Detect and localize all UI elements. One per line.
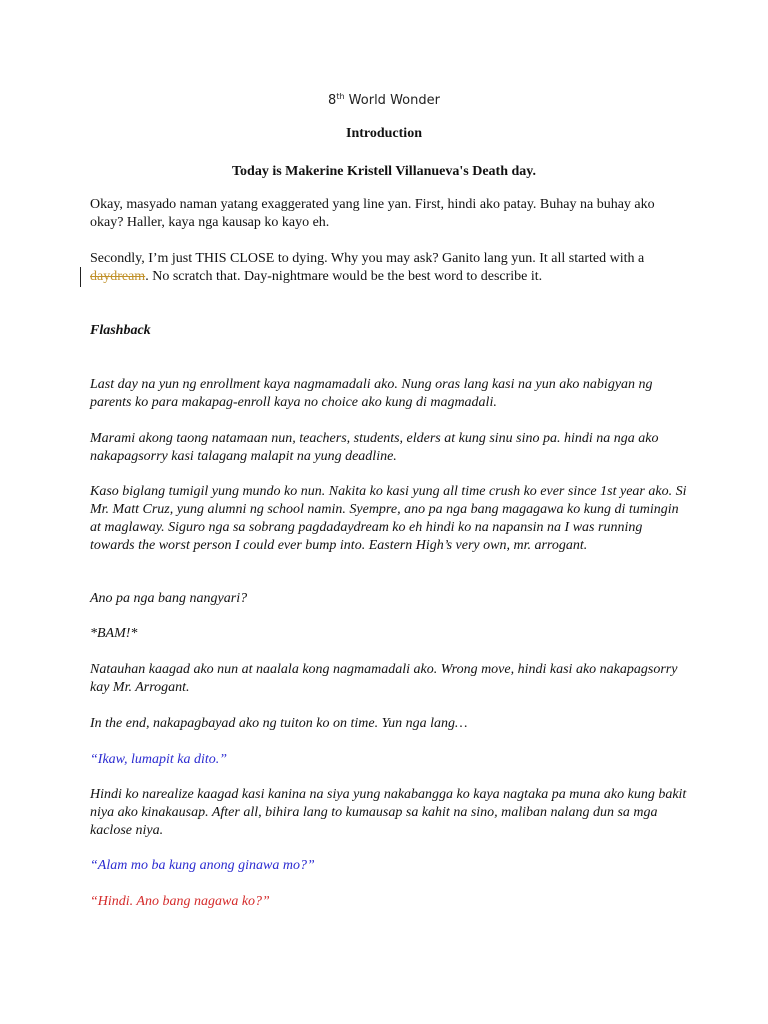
paragraph-5: Kaso biglang tumigil yung mundo ko nun. Nakita ko kasi yung all time crush ko ever since 1st year ako. Si Mr. Matt Cruz, yung alumni ng school namin. Syempre, ano pa nga bang magagawa ko kung di tumingin at maglaway. Siguro nga sa sobrang pagdadaydream ko eh hindi ko na napansin na I was running towards the worst person I could ever bump into. Eastern High’s very own, mr. arrogant. xyxy=(90,484,687,553)
flashback-heading: Flashback xyxy=(90,323,151,338)
paragraph-9: In the end, nakapagbayad ako ng tuiton ko on time. Yun nga lang… xyxy=(90,716,468,731)
paragraph-3: Last day na yun ng enrollment kaya nagmamadali ako. Nung oras lang kasi na yun ako nabigyan ng parents ko para makapag-enroll kaya no choice ako kung di magmadali. xyxy=(90,377,653,410)
paragraph-2 xyxy=(90,250,690,286)
dialogue-line-3: “Hindi. Ano bang nagawa ko?” xyxy=(90,894,270,909)
introduction-heading: Introduction xyxy=(346,126,422,141)
text-cursor-marker xyxy=(80,267,81,287)
dialogue-line-1: “Ikaw, lumapit ka dito.” xyxy=(90,752,228,767)
paragraph-2-lead: Secondly, I’m just THIS CLOSE to dying. Why you may ask? Ganito lang yun. It all started with a xyxy=(90,251,645,266)
title-text: World Wonder xyxy=(344,93,440,108)
paragraph-1: Okay, masyado naman yatang exaggerated yang line yan. First, hindi ako patay. Buhay na buhay ako okay? Haller, kaya nga kausap ko kayo eh. xyxy=(90,197,655,230)
intro-subheading: Today is Makerine Kristell Villanueva's Death day. xyxy=(231,164,536,179)
title-superscript: th xyxy=(336,92,345,101)
paragraph-10: Hindi ko narealize kaagad kasi kanina na siya yung nakabangga ko kaya nagtaka pa muna ako kung bakit niya ako kinakausap. After all, bihira lang to kumausap sa kahit na sino, maliban nalang dun sa mga kaclose niya. xyxy=(90,787,687,838)
paragraph-4: Marami akong taong natamaan nun, teachers, students, elders at kung sinu sino pa. hindi na nga ako nakapagsorry kasi talagang malapit na yung deadline. xyxy=(90,431,659,464)
document-title xyxy=(0,92,768,110)
paragraph-8: Natauhan kaagad ako nun at naalala kong nagmamadali ako. Wrong move, hindi kasi ako nakapagsorry kay Mr. Arrogant. xyxy=(90,662,678,695)
paragraph-6: Ano pa nga bang nangyari? xyxy=(90,591,248,606)
paragraph-7: *BAM!* xyxy=(90,626,138,641)
deleted-word: daydream xyxy=(90,269,146,284)
dialogue-line-2: “Alam mo ba kung anong ginawa mo?” xyxy=(90,858,315,873)
title-number: 8 xyxy=(328,93,337,108)
paragraph-2-tail: . No scratch that. Day-nightmare would be the best word to describe it. xyxy=(145,269,543,284)
